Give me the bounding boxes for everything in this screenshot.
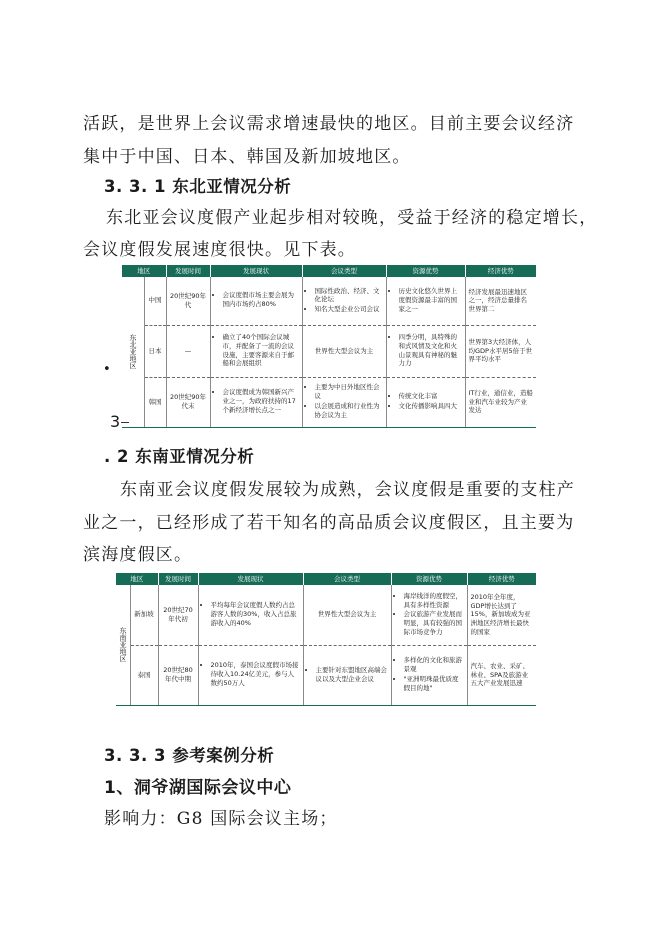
table-header-row	[116, 573, 536, 585]
resource-cell	[386, 377, 465, 427]
country-cell: 泰国	[130, 645, 158, 705]
stray-number: 3	[110, 412, 121, 431]
type-cell: 世界性大型会议为主	[302, 325, 386, 377]
region-cell: 东南亚地区	[116, 585, 130, 705]
status-cell	[210, 377, 302, 427]
economy-cell: IT行业，通信业，造船业和汽车业较为产业发达	[465, 377, 536, 427]
country-cell: 新加坡	[130, 585, 158, 645]
header-resource: 资源优势	[391, 573, 467, 585]
type-cell	[303, 645, 391, 705]
type-cell	[302, 377, 386, 427]
country-cell: 韩国	[144, 377, 166, 427]
table-header-row	[122, 265, 536, 277]
section-heading-3-3-1: 3. 3. 1 东北亚情况分析	[104, 177, 292, 196]
table-row	[122, 277, 536, 325]
status-cell	[210, 277, 302, 325]
header-economy: 经济优势	[467, 573, 536, 585]
section-heading-3-3-2: . 2 东南亚情况分析	[104, 447, 255, 466]
section-heading-3-3-3: 3. 3. 3 参考案例分析	[104, 746, 275, 765]
economy-cell: 汽车、农业、采矿、林业、SPA及旅游业五大产业发展迅速	[467, 645, 536, 705]
resource-item: • "亚洲明珠最优质度假目的地"	[404, 675, 464, 693]
status-item: • 2010年，泰国会议度假市场接待收入10.24亿美元，参与人数约50万人	[211, 661, 300, 687]
type-cell	[302, 277, 386, 325]
type-item: • 主要针对东盟地区高端会议以及大型企业会议	[316, 666, 388, 684]
economy-cell: 世界第3大经济体，人均GDP水平居5倍于世界平均水平	[465, 325, 536, 377]
status-item: • 确立了40个国际会议城市，并配备了一流的会议设施，主要客源来自于邮船和会展组织	[223, 333, 299, 368]
paragraph-line: 东南亚会议度假发展较为成熟，会议度假是重要的支柱产	[120, 480, 575, 500]
table-row	[116, 645, 536, 705]
header-type: 会议类型	[302, 265, 386, 277]
paragraph-line: 东北亚会议度假产业起步相对较晚，受益于经济的稳定增长，	[106, 208, 598, 228]
influence-line: 影响力：G8 国际会议主场；	[104, 809, 338, 829]
header-type: 会议类型	[303, 573, 391, 585]
northeast-asia-table	[122, 265, 536, 428]
time-cell: 20世纪80年代中期	[158, 645, 198, 705]
table-row	[122, 377, 536, 427]
resource-item: • 历史文化悠久世界上度假资源最丰富的国家之一	[399, 287, 462, 313]
time-cell: 20世纪90年代	[166, 277, 210, 325]
resource-cell	[386, 277, 465, 325]
table-row	[116, 585, 536, 645]
time-cell: —	[166, 325, 210, 377]
header-status: 发展现状	[210, 265, 302, 277]
time-cell: 20世纪90年代末	[166, 377, 210, 427]
type-item: • 国际性政治、经济、文化论坛	[315, 287, 383, 305]
status-cell	[198, 645, 303, 705]
paragraph-line: 业之一，已经形成了若干知名的高品质会议度假区，且主要为	[83, 513, 575, 533]
paragraph-line: 滨海度假区。	[83, 545, 193, 565]
resource-item: • 传统文化丰富	[399, 392, 462, 401]
resource-item: • 海岸线洋的度假空，具有多样性资源	[404, 592, 464, 610]
header-region: 地区	[122, 265, 166, 277]
type-item: • 知名大型企业公司会议	[315, 305, 383, 314]
type-item: • 主要为中日外地区性会议	[315, 383, 383, 401]
status-item: • 会议度假市场主要会展为国内市场约占80%	[223, 291, 299, 309]
case-heading: 1、洞爷湖国际会议中心	[104, 778, 292, 798]
resource-item: • 会议旅游产业发展而明显，具有较强的国际市场竞争力	[404, 610, 464, 636]
paragraph-line: 集中于中国、日本、韩国及新加坡地区。	[83, 147, 411, 167]
country-cell: 日本	[144, 325, 166, 377]
resource-item: • 多样化的文化和旅游景观	[404, 656, 464, 674]
status-item: • 平均每年会议度假人数约占总游客人数的30%，收入占总旅游收入的40%	[211, 601, 300, 627]
resource-cell	[386, 325, 465, 377]
type-cell: 世界性大型会议为主	[303, 585, 391, 645]
region-cell: 东北亚地区	[122, 277, 144, 427]
time-cell: 20世纪70年代初	[158, 585, 198, 645]
divider	[121, 422, 129, 423]
country-cell: 中国	[144, 277, 166, 325]
resource-cell	[391, 585, 467, 645]
header-time: 发展时间	[158, 573, 198, 585]
header-resource: 资源优势	[386, 265, 465, 277]
paragraph-line: 活跃，是世界上会议需求增速最快的地区。目前主要会议经济	[83, 114, 575, 134]
southeast-asia-table	[116, 573, 536, 706]
stray-bullet: •	[103, 362, 111, 377]
type-item: • 以会展造成和行业性为协会议为主	[315, 402, 383, 420]
paragraph-line: 会议度假发展速度很快。见下表。	[83, 240, 356, 260]
header-region: 地区	[116, 573, 158, 585]
resource-item: • 文化传播影响具四大	[399, 402, 462, 411]
resource-cell	[391, 645, 467, 705]
header-economy: 经济优势	[465, 265, 536, 277]
header-time: 发展时间	[166, 265, 210, 277]
status-cell	[210, 325, 302, 377]
resource-item: • 四季分明，具特殊的和式风情及文化和火山景观具有神秘的魅力力	[399, 333, 462, 368]
economy-cell: 经济发展最迅速地区之一，经济总量排名世界第二	[465, 277, 536, 325]
header-status: 发展现状	[198, 573, 303, 585]
economy-cell: 2010年全年度，GDP增长达到了15%，新加坡成为亚洲地区经济增长最快的国家	[467, 585, 536, 645]
status-item: • 会议度假成为韩国新兴产业之一，为政府扶持的17个新经济增长点之一	[223, 388, 299, 414]
table-row	[122, 325, 536, 377]
status-cell	[198, 585, 303, 645]
